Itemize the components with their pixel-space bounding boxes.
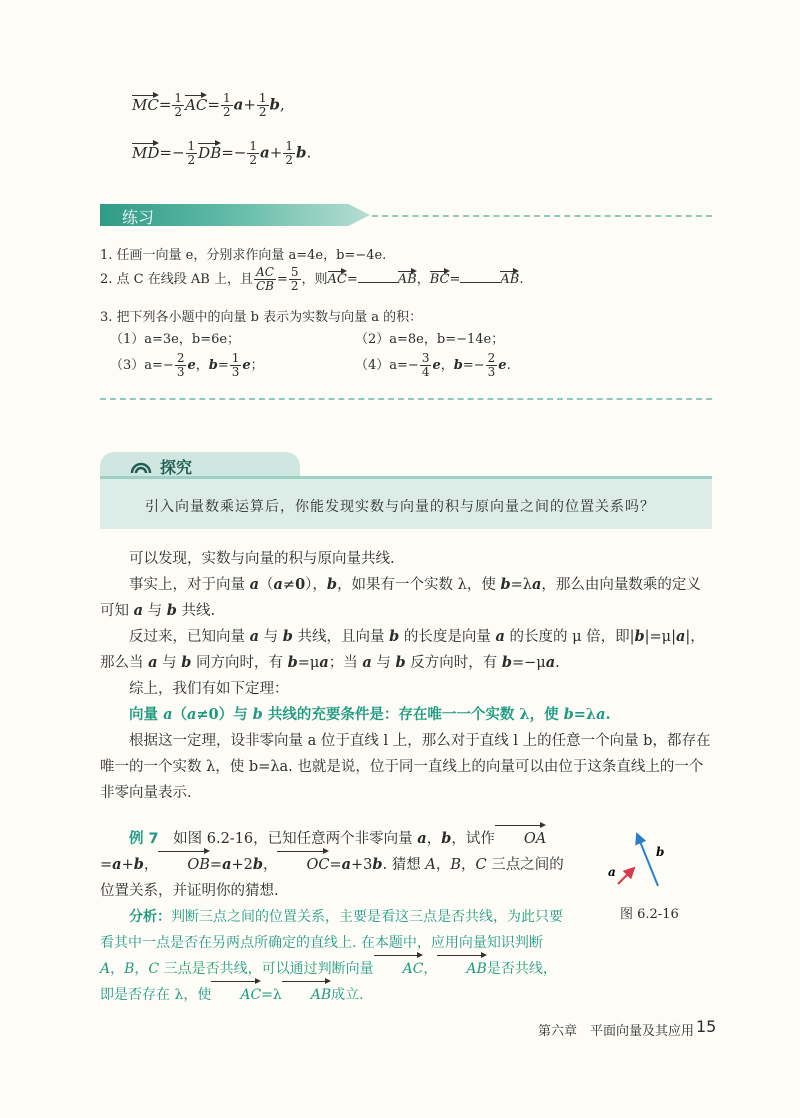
practice-sub4: （4）a=− $\frac{3}{4}$ e，b=− $\frac{2}{3}$ e. [355, 351, 511, 379]
vector-mc: MC [132, 95, 159, 114]
vector-a-arrow [618, 868, 634, 884]
chapter-footer: 第六章 平面向量及其应用 [538, 1024, 695, 1039]
vector-b-label: b [656, 845, 665, 859]
para-2: 事实上，对于向量 a（a≠0），b，如果有一个实数 λ，使 b=λa，那么由向量数乘的定义可知 a 与 b 共线. [100, 576, 701, 619]
page-number: 15 [696, 1017, 717, 1036]
practice-dashed-bottom [100, 398, 712, 400]
example-7: 例 7 如图 6.2-16，已知任意两个非零向量 a，b，试作 OA=a+b， OB=a+2b， OC=a+3b. 猜想 A，B，C 三点之间的位置关系，并证明你的猜想. [100, 826, 570, 904]
practice-sub3: （3）a=− $\frac{2}{3}$ e，b= $\frac{1}{3}$ e； [110, 351, 264, 379]
practice-dashed-top [372, 215, 712, 217]
figure-6-2-16 [600, 828, 680, 898]
vector-md: MD [132, 143, 160, 162]
practice-sub2: （2）a=8e，b=−14e； [355, 332, 505, 347]
figure-caption: 图 6.2-16 [620, 907, 679, 922]
para-theorem-lead: 综上，我们有如下定理： [129, 681, 289, 697]
practice-q1: 1. 任画一向量 e，分别求作向量 a=4e，b=−4e. [100, 248, 387, 263]
practice-q3: 3. 把下列各小题中的向量 b 表示为实数与向量 a 的积： [100, 310, 423, 325]
explore-question: 引入向量数乘运算后，你能发现实数与向量的积与原向量之间的位置关系吗？ [145, 499, 655, 515]
para-3: 反过来，已知向量 a 与 b 共线，且向量 b 的长度是向量 a 的长度的 μ 倍，即|b|=μ|a|，那么当 a 与 b 同方向时，有 b=μa；当 a 与 b 反方向时，有 b=−μa. [100, 628, 705, 671]
vector-a-label: a [608, 865, 616, 879]
practice-title: 练习 [122, 208, 155, 227]
equation-md: MD=− $\frac{1}{2}$ DB=− $\frac{1}{2}$ a+ $\frac{1}{2}$ b. [132, 139, 312, 167]
theorem: 向量 a（a≠0）与 b 共线的充要条件是：存在唯一一个实数 λ，使 b=λa. [129, 706, 611, 723]
explore-title: 探究 [160, 458, 193, 477]
explore-icon [130, 457, 152, 475]
example-analysis: 分析：判断三点之间的位置关系，主要是看这三点是否共线，为此只要看其中一点是否在另两点所确定的直线上. 在本题中，应用向量知识判断 A，B，C 三点是否共线，可以通过判断向量 AC， AB是否共线，即是否存在 λ，使 AC=λ AB成立. [100, 904, 570, 1008]
vector-b-arrow [637, 834, 658, 886]
practice-sub1: （1）a=3e，b=6e； [110, 332, 241, 347]
equation-mc: MC= $\frac{1}{2}$ AC= $\frac{1}{2}$ a+ $\frac{1}{2}$ b, [132, 91, 285, 119]
para-use: 根据这一定理，设非零向量 a 位于直线 l 上，那么对于直线 l 上的任意一个向量 b，都存在唯一的一个实数 λ，使 b=λa. 也就是说，位于同一直线上的向量可以由位于这条直线上的一个非零向量表示. [100, 733, 711, 801]
practice-q2: 2. 点 C 在线段 AB 上，且 $\frac{AC}{CB}$ = $\frac{5}{2}$ ，则AC= AB，BC= AB. [100, 265, 524, 293]
para-1: 可以发现，实数与向量的积与原向量共线. [129, 551, 395, 567]
